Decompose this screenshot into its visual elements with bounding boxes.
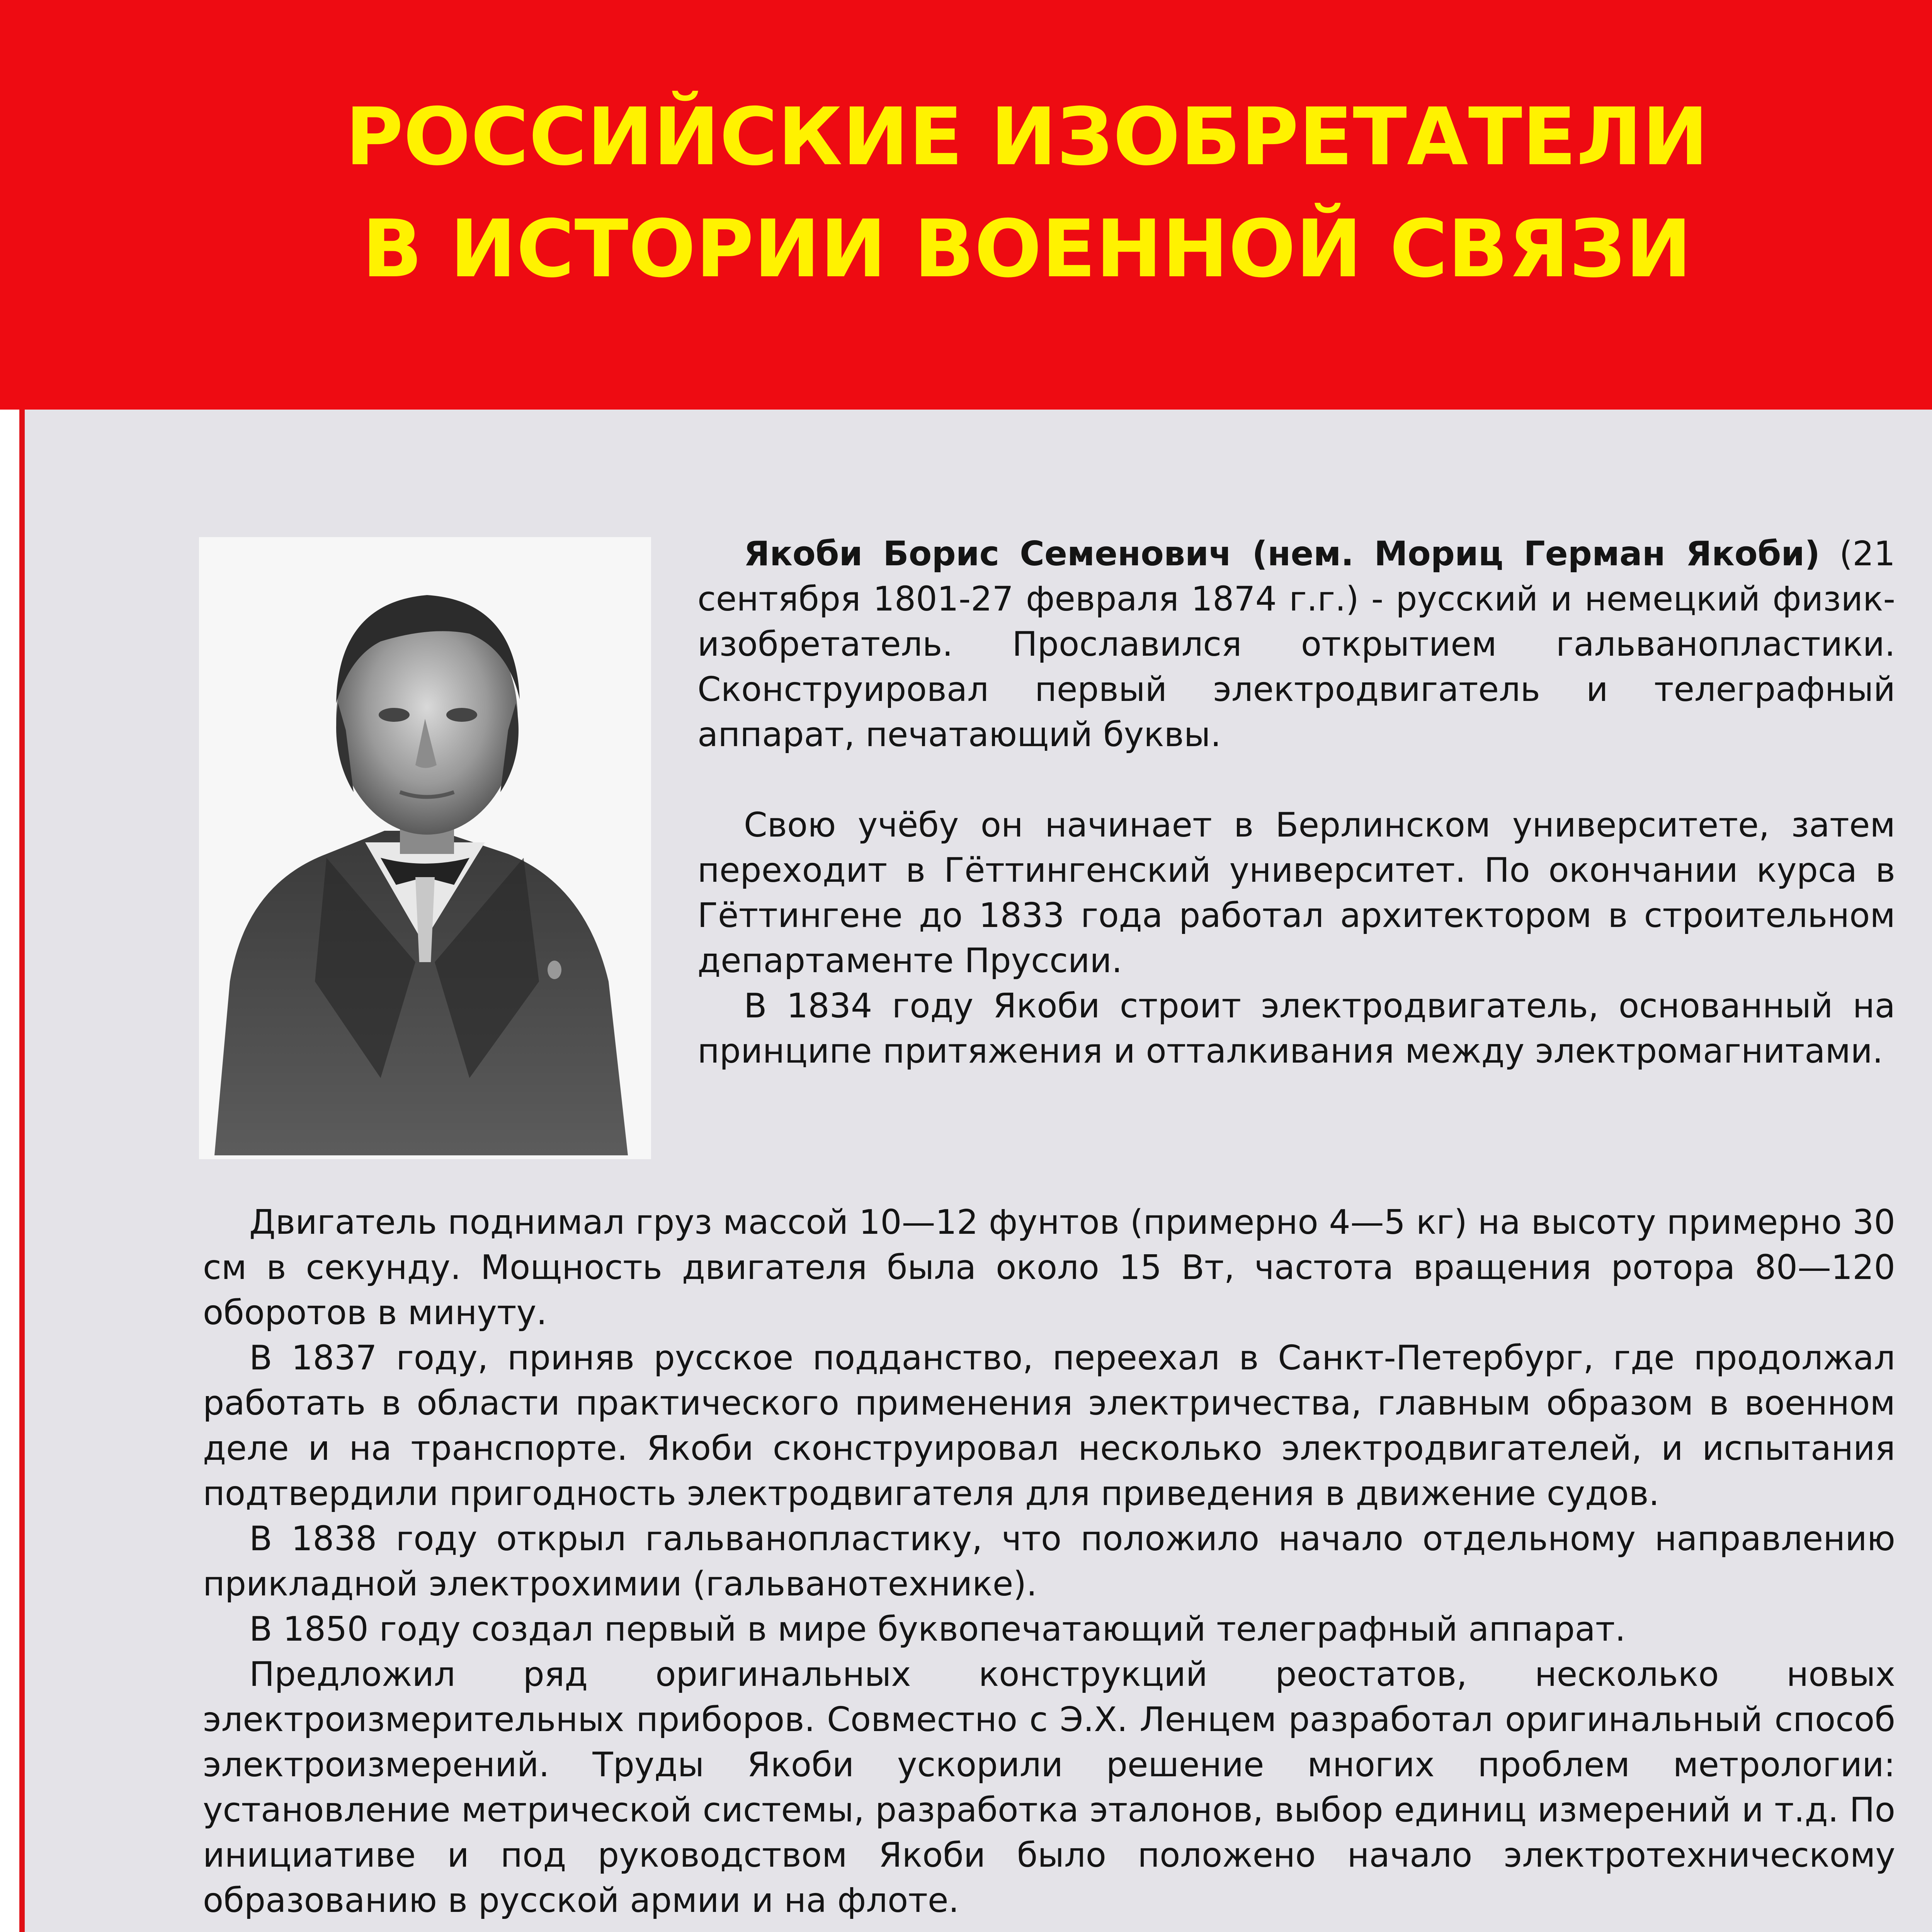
bio-paragraph-8: Предложил ряд оригинальных конструкций реостатов, несколько новых электроизмерительных приборов. Совместно с Э.Х. Ленцем разработал оригинальный способ электроизмерений. Труды Якоби ускорили решение многих проблем метрологии: установление метрической системы, разработка эталонов, выбор единиц измерений и т.д. По инициативе и под руководством Якоби было положено начало электротехническому образованию в русской армии и на флоте.: [203, 1655, 1895, 1920]
bio-paragraph-7: В 1850 году создал первый в мире буквопечатающий телеграфный аппарат.: [249, 1609, 1626, 1649]
bio-paragraph-3: В 1834 году Якоби строит электродвигатель, основанный на принципе притяжения и отталкивания между электромагнитами.: [697, 986, 1895, 1071]
title-line-2: В ИСТОРИИ ВОЕННОЙ СВЯЗИ: [362, 203, 1692, 295]
header-banner: [0, 0, 1932, 410]
bio-paragraph-4: Двигатель поднимал груз массой 10—12 фунтов (примерно 4—5 кг) на высоту примерно 30 см в секунду. Мощность двигателя была около 15 Вт, частота вращения ротора 80—120 оборотов в минуту.: [203, 1202, 1895, 1332]
bio-name: Якоби Борис Семенович (нем. Мориц Герман Якоби): [744, 534, 1820, 573]
bio-paragraph-2: Свою учёбу он начинает в Берлинском университете, затем переходит в Гёттингенский университет. По окончании курса в Гёттингене до 1833 года работал архитектором в строительном департаменте Пруссии.: [697, 805, 1895, 980]
bio-intro-text: [697, 531, 1895, 1074]
bio-main-text: [203, 1200, 1895, 1923]
bio-paragraph-6: В 1838 году открыл гальванопластику, что положило начало отдельному направлению прикладной электрохимии (гальванотехнике).: [203, 1519, 1895, 1604]
bio-paragraph-5: В 1837 году, приняв русское подданство, переехал в Санкт-Петербург, где продолжал работать в области практического применения электричества, главным образом в военном деле и на транспорте. Якоби сконструировал несколько электродвигателей, и испытания подтвердили пригодность электродвигателя для приведения в движение судов.: [203, 1338, 1895, 1513]
portrait-image: [199, 537, 651, 1159]
bio-paragraph-1: (21 сентября 1801-27 февраля 1874 г.г.) - русский и немецкий физик-изобретатель. Прославился открытием гальванопластики. Сконструировал первый электродвигатель и телеграфный аппарат, печатающий буквы.: [697, 534, 1895, 754]
page-title: [0, 81, 1932, 305]
title-line-1: РОССИЙСКИЕ ИЗОБРЕТАТЕЛИ: [345, 91, 1709, 183]
